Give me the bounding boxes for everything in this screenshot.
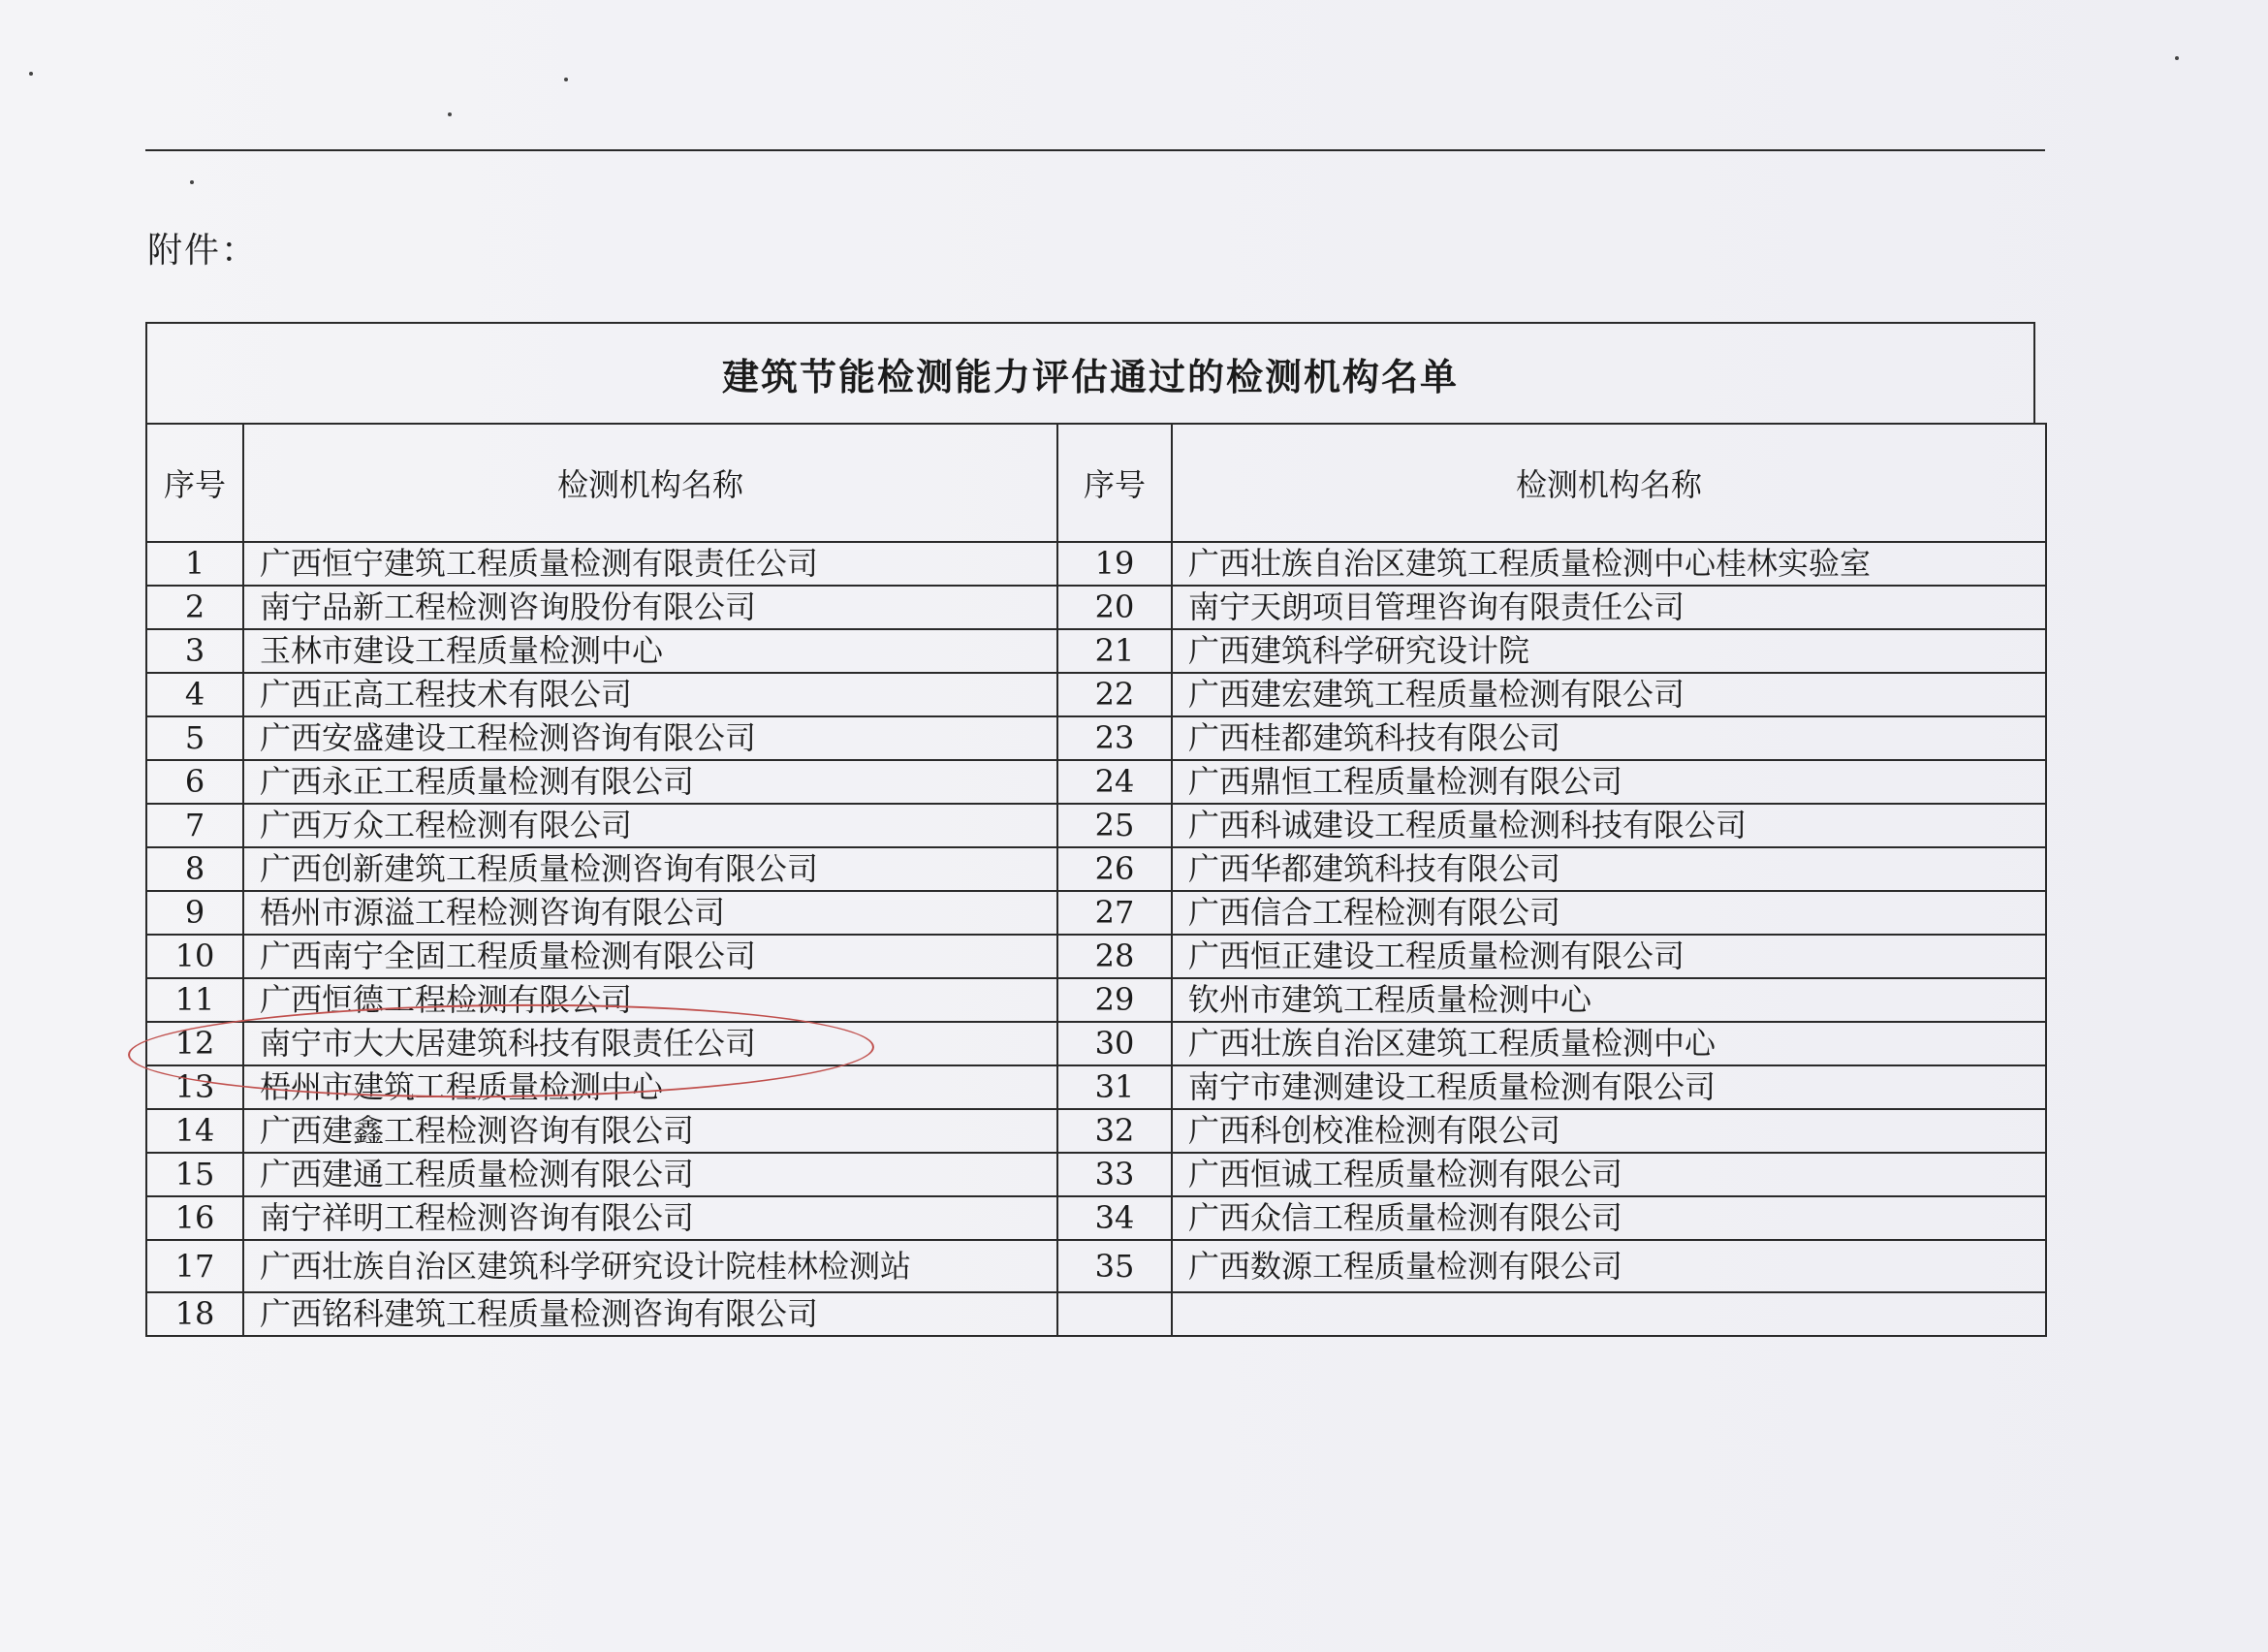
name-cell-right: 广西建筑科学研究设计院	[1172, 629, 2046, 673]
header-seq-right: 序号	[1057, 424, 1172, 542]
seq-cell-right: 32	[1057, 1109, 1172, 1153]
table-row	[146, 891, 2046, 935]
name-cell-left: 玉林市建设工程质量检测中心	[243, 629, 1057, 673]
table-header-row	[146, 424, 2046, 542]
name-cell-left: 广西创新建筑工程质量检测咨询有限公司	[243, 847, 1057, 891]
seq-cell-left: 7	[146, 804, 243, 847]
scan-speck	[190, 180, 194, 184]
seq-cell-left: 9	[146, 891, 243, 935]
seq-cell-right: 33	[1057, 1153, 1172, 1196]
seq-cell-left: 13	[146, 1065, 243, 1109]
seq-cell-right: 29	[1057, 978, 1172, 1022]
name-cell-right: 南宁天朗项目管理咨询有限责任公司	[1172, 586, 2046, 629]
name-cell-right	[1172, 1292, 2046, 1336]
table-row	[146, 586, 2046, 629]
name-cell-left: 梧州市源溢工程检测咨询有限公司	[243, 891, 1057, 935]
table-row	[146, 1292, 2046, 1336]
name-cell-right: 广西壮族自治区建筑工程质量检测中心	[1172, 1022, 2046, 1065]
name-cell-left: 广西建鑫工程检测咨询有限公司	[243, 1109, 1057, 1153]
name-cell-left: 广西正高工程技术有限公司	[243, 673, 1057, 716]
seq-cell-left: 17	[146, 1240, 243, 1292]
seq-cell-left: 6	[146, 760, 243, 804]
seq-cell-left: 2	[146, 586, 243, 629]
seq-cell-right: 26	[1057, 847, 1172, 891]
name-cell-left: 广西壮族自治区建筑科学研究设计院桂林检测站	[243, 1240, 1057, 1292]
attachment-label: 附件：	[147, 231, 259, 270]
table-row	[146, 1022, 2046, 1065]
seq-cell-left: 10	[146, 935, 243, 978]
seq-cell-left: 3	[146, 629, 243, 673]
name-cell-left: 南宁市大大居建筑科技有限责任公司	[243, 1022, 1057, 1065]
scan-speck	[448, 112, 452, 116]
name-cell-right: 广西数源工程质量检测有限公司	[1172, 1240, 2046, 1292]
seq-cell-right: 22	[1057, 673, 1172, 716]
table-row	[146, 629, 2046, 673]
name-cell-left: 广西铭科建筑工程质量检测咨询有限公司	[243, 1292, 1057, 1336]
seq-cell-left: 8	[146, 847, 243, 891]
table-row	[146, 978, 2046, 1022]
seq-cell-left: 12	[146, 1022, 243, 1065]
seq-cell-right: 30	[1057, 1022, 1172, 1065]
name-cell-right: 广西建宏建筑工程质量检测有限公司	[1172, 673, 2046, 716]
seq-cell-right: 23	[1057, 716, 1172, 760]
seq-cell-left: 16	[146, 1196, 243, 1240]
table-row	[146, 542, 2046, 586]
name-cell-left: 南宁品新工程检测咨询股份有限公司	[243, 586, 1057, 629]
table-row	[146, 716, 2046, 760]
seq-cell-right: 34	[1057, 1196, 1172, 1240]
table-row	[146, 673, 2046, 716]
name-cell-right: 广西科创校准检测有限公司	[1172, 1109, 2046, 1153]
name-cell-left: 广西恒宁建筑工程质量检测有限责任公司	[243, 542, 1057, 586]
seq-cell-left: 14	[146, 1109, 243, 1153]
table-row	[146, 1196, 2046, 1240]
seq-cell-left: 4	[146, 673, 243, 716]
name-cell-left: 广西安盛建设工程检测咨询有限公司	[243, 716, 1057, 760]
seq-cell-right: 28	[1057, 935, 1172, 978]
seq-cell-right	[1057, 1292, 1172, 1336]
name-cell-left: 广西永正工程质量检测有限公司	[243, 760, 1057, 804]
name-cell-left: 广西建通工程质量检测有限公司	[243, 1153, 1057, 1196]
scan-speck	[29, 72, 33, 76]
name-cell-right: 广西信合工程检测有限公司	[1172, 891, 2046, 935]
seq-cell-left: 11	[146, 978, 243, 1022]
header-name-left: 检测机构名称	[243, 424, 1057, 542]
table-row	[146, 760, 2046, 804]
name-cell-right: 广西科诚建设工程质量检测科技有限公司	[1172, 804, 2046, 847]
header-rule	[145, 149, 2045, 151]
name-cell-right: 广西恒诚工程质量检测有限公司	[1172, 1153, 2046, 1196]
table-title-cell	[145, 322, 2035, 423]
name-cell-right: 广西恒正建设工程质量检测有限公司	[1172, 935, 2046, 978]
table-row	[146, 1109, 2046, 1153]
table-title: 建筑节能检测能力评估通过的检测机构名单	[721, 355, 1459, 398]
name-cell-right: 广西鼎恒工程质量检测有限公司	[1172, 760, 2046, 804]
seq-cell-left: 1	[146, 542, 243, 586]
table-row	[146, 1240, 2046, 1292]
name-cell-right: 广西华都建筑科技有限公司	[1172, 847, 2046, 891]
seq-cell-right: 19	[1057, 542, 1172, 586]
header-name-right: 检测机构名称	[1172, 424, 2046, 542]
institution-table	[145, 423, 2047, 1337]
seq-cell-left: 15	[146, 1153, 243, 1196]
name-cell-left: 南宁祥明工程检测咨询有限公司	[243, 1196, 1057, 1240]
table-row	[146, 847, 2046, 891]
scan-speck	[2175, 56, 2179, 60]
table-row	[146, 1153, 2046, 1196]
seq-cell-left: 5	[146, 716, 243, 760]
name-cell-right: 广西桂都建筑科技有限公司	[1172, 716, 2046, 760]
name-cell-left: 梧州市建筑工程质量检测中心	[243, 1065, 1057, 1109]
name-cell-right: 广西众信工程质量检测有限公司	[1172, 1196, 2046, 1240]
table-row	[146, 804, 2046, 847]
name-cell-right: 钦州市建筑工程质量检测中心	[1172, 978, 2046, 1022]
seq-cell-right: 31	[1057, 1065, 1172, 1109]
table-row	[146, 935, 2046, 978]
seq-cell-right: 24	[1057, 760, 1172, 804]
seq-cell-right: 25	[1057, 804, 1172, 847]
seq-cell-right: 21	[1057, 629, 1172, 673]
name-cell-left: 广西南宁全固工程质量检测有限公司	[243, 935, 1057, 978]
name-cell-right: 南宁市建测建设工程质量检测有限公司	[1172, 1065, 2046, 1109]
header-seq-left: 序号	[146, 424, 243, 542]
name-cell-left: 广西恒德工程检测有限公司	[243, 978, 1057, 1022]
seq-cell-right: 35	[1057, 1240, 1172, 1292]
seq-cell-left: 18	[146, 1292, 243, 1336]
table-row	[146, 1065, 2046, 1109]
scan-speck	[564, 78, 568, 81]
name-cell-right: 广西壮族自治区建筑工程质量检测中心桂林实验室	[1172, 542, 2046, 586]
name-cell-left: 广西万众工程检测有限公司	[243, 804, 1057, 847]
seq-cell-right: 20	[1057, 586, 1172, 629]
seq-cell-right: 27	[1057, 891, 1172, 935]
